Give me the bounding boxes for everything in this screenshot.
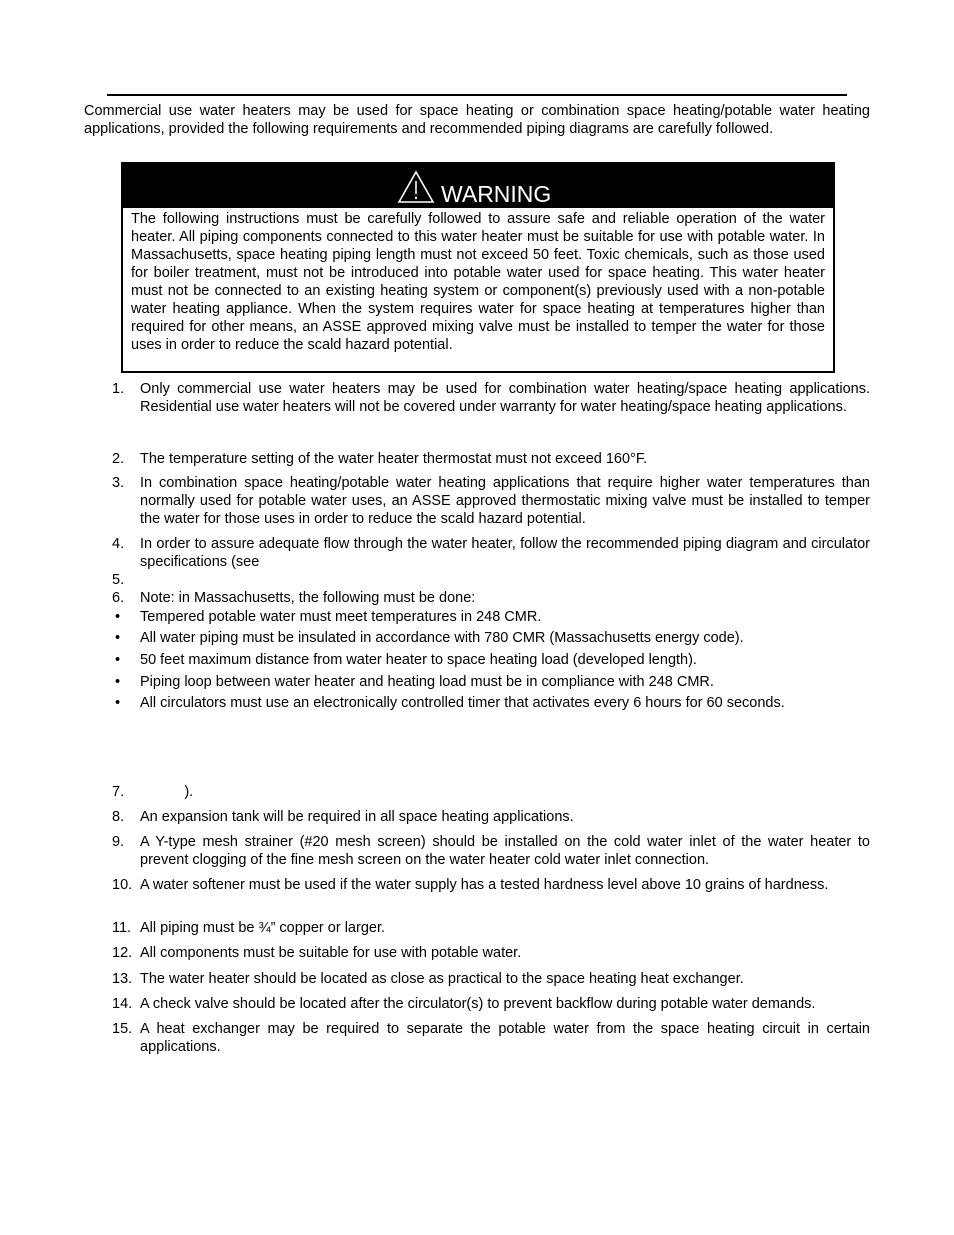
list-item — [112, 1020, 870, 1056]
list-item — [112, 380, 870, 416]
list-text: A check valve should be located after the circulator(s) to prevent backflow during potable water demands. — [140, 996, 816, 1012]
warning-header — [123, 164, 833, 208]
warning-title: WARNING — [441, 181, 552, 207]
bullet-icon: • — [115, 652, 121, 668]
list-number: 15. — [112, 1021, 133, 1037]
bullet-text: All circulators must use an electronically controlled timer that activates every 6 hours for 60 seconds. — [140, 695, 785, 711]
bullet-item — [112, 608, 870, 626]
list-number: 13. — [112, 971, 133, 987]
bullet-text: Piping loop between water heater and heating load must be in compliance with 248 CMR. — [140, 674, 714, 690]
list-item — [112, 474, 870, 528]
list-text: The water heater should be located as close as practical to the space heating heat exchanger. — [140, 971, 744, 987]
bullet-item — [112, 651, 870, 669]
header-rule — [107, 94, 847, 96]
list-item — [112, 589, 870, 607]
list-item — [112, 535, 870, 571]
bullet-item — [112, 673, 870, 691]
list-number: 3. — [112, 475, 125, 491]
warning-text: The following instructions must be carefully followed to assure safe and reliable operation of the water heater. All piping components connected to this water heater must be suitable for use with potable water. In Massachusetts, space heating piping length must not exceed 50 feet. Toxic chemicals, such as those used for boiler treatment, must not be introduced into potable water used for space heating. This water heater must not be connected to an existing heating system or component(s) previously used with a non-potable water heating appliance. When the system requires water for space heating at temperatures higher than required for other means, an ASSE approved mixing valve must be installed to temper the water for those uses in order to reduce the scald hazard potential. — [131, 211, 825, 353]
list-number: 5. — [112, 572, 125, 588]
list-item — [112, 808, 870, 826]
list-text: In order to assure adequate flow through the water heater, follow the recommended piping diagram and circulator specifications (see — [140, 536, 870, 570]
list-number: 2. — [112, 451, 125, 467]
list-item — [112, 995, 870, 1013]
list-text: The temperature setting of the water heater thermostat must not exceed 160°F. — [140, 451, 648, 467]
bullet-icon: • — [115, 630, 121, 646]
list-text: All components must be suitable for use with potable water. — [140, 945, 522, 961]
list-text: A Y-type mesh strainer (#20 mesh screen) should be installed on the cold water inlet of the water heater to prevent clogging of the fine mesh screen on the water heater cold water inlet connection. — [140, 834, 870, 868]
warning-box — [121, 162, 835, 373]
list-number: 4. — [112, 536, 125, 552]
list-text: An expansion tank will be required in all space heating applications. — [140, 809, 574, 825]
list-item — [112, 944, 870, 962]
list-text: A water softener must be used if the water supply has a tested hardness level above 10 grains of hardness. — [140, 877, 829, 893]
bullet-text: 50 feet maximum distance from water heater to space heating load (developed length). — [140, 652, 697, 668]
bullet-icon: • — [115, 609, 121, 625]
list-number: 8. — [112, 809, 125, 825]
list-number: 1. — [112, 381, 125, 397]
bullet-text: Tempered potable water must meet temperatures in 248 CMR. — [140, 609, 542, 625]
bullet-icon: • — [115, 695, 121, 711]
list-item — [112, 783, 870, 801]
list-number: 14. — [112, 996, 133, 1012]
list-number: 7. — [112, 784, 125, 800]
list-item — [112, 833, 870, 869]
list-number: 9. — [112, 834, 125, 850]
list-number: 11. — [112, 920, 132, 936]
bullet-text: All water piping must be insulated in accordance with 780 CMR (Massachusetts energy code). — [140, 630, 744, 646]
list-text: Note: in Massachusetts, the following must be done: — [140, 590, 476, 606]
list-text: Only commercial use water heaters may be used for combination water heating/space heating applications. Residential use water heaters will not be covered under warranty for water heating/space heating applications. — [140, 381, 870, 415]
list-item — [112, 919, 870, 937]
list-number: 6. — [112, 590, 125, 606]
list-number: 10. — [112, 877, 133, 893]
intro-paragraph: Commercial use water heaters may be used for space heating or combination space heating/potable water heating applications, provided the following requirements and recommended piping diagrams are carefully followed. — [84, 103, 870, 137]
list-item — [112, 450, 870, 468]
list-item — [112, 876, 870, 894]
bullet-icon: • — [115, 674, 121, 690]
list-text: In combination space heating/potable water heating applications that require higher water temperatures than normally used for potable water uses, an ASSE approved thermostatic mixing valve must be installed to temper the water for those uses in order to reduce the scald hazard potential. — [140, 475, 870, 527]
bullet-item — [112, 694, 870, 712]
list-text: ). — [140, 784, 194, 800]
list-item — [112, 970, 870, 988]
bullet-item — [112, 629, 870, 647]
list-number: 12. — [112, 945, 133, 961]
list-text: All piping must be ¾” copper or larger. — [140, 920, 386, 936]
warning-triangle-icon — [397, 170, 435, 204]
list-text: A heat exchanger may be required to separate the potable water from the space heating circuit in certain applications. — [140, 1021, 870, 1055]
